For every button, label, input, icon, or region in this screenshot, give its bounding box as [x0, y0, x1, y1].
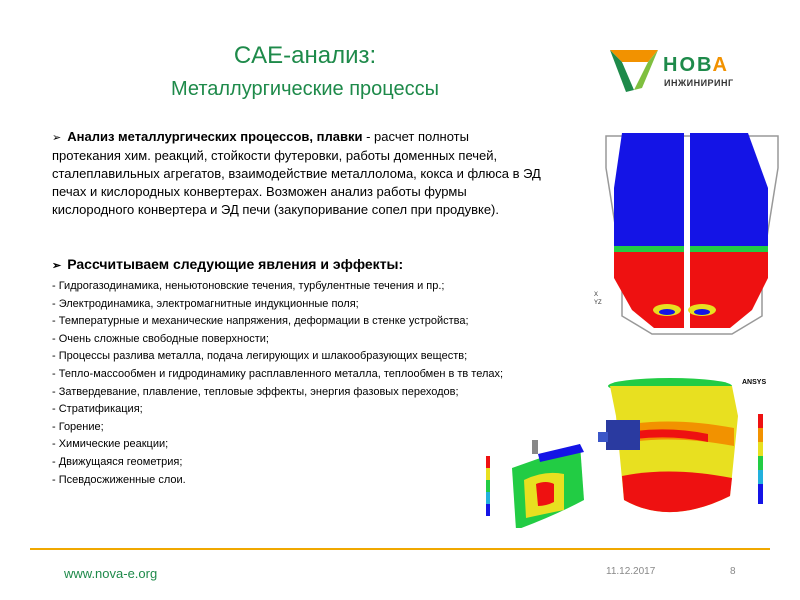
list-item: - Движущаяся геометрия;	[52, 455, 183, 468]
ansys-brand: ANSYS	[742, 379, 767, 386]
footer-website-link[interactable]: www.nova-e.org	[64, 566, 158, 581]
logo-name: НОВА	[663, 54, 729, 76]
footer-date: 11.12.2017	[606, 566, 656, 577]
page-number: 8	[730, 566, 736, 577]
slide-title: CAE-анализ:	[233, 42, 377, 69]
list-item: - Электродинамика, электромагнитные индукционные поля;	[52, 297, 359, 310]
list-item: - Процессы разлива металла, подача легирующих и шлакообразующих веществ;	[52, 350, 468, 363]
arrow-bullet-icon: ➢	[52, 260, 62, 272]
section1-heading: Анализ металлургических процессов, плавки	[67, 129, 363, 144]
logo-mark-icon	[608, 42, 660, 94]
list-item: - Горение;	[52, 420, 104, 433]
list-item: - Гидрогазодинамика, неньютоновские течения, турбулентные течения и пр.;	[52, 280, 445, 292]
furnace-simulation-image	[592, 128, 792, 346]
list-item: - Затвердевание, плавление, тепловые эффекты, энергия фазовых переходов;	[52, 385, 459, 398]
axis-label: Y	[594, 300, 599, 306]
list-item: - Стратификация;	[52, 403, 143, 416]
metallurgy-analysis-paragraph	[52, 128, 592, 219]
list-item: - Псевдосжиженные слои.	[52, 473, 186, 486]
section1-line: сталеплавильных агрегатов, взаимодействие металлолома, кокса и флюса в ЭД	[52, 166, 541, 181]
list-item: - Химические реакции;	[52, 438, 169, 451]
list-item: - Очень сложные свободные поверхности;	[52, 332, 269, 345]
logo-subtitle: ИНЖИНИРИНГ	[664, 78, 734, 88]
axis-label: Z	[598, 300, 602, 306]
list-item: - Тепло-массообмен и гидродинамику расплавленного металла, теплообмен в тв телах;	[52, 367, 504, 380]
wall-stress-simulation-image	[484, 440, 594, 528]
axis-label: X	[594, 292, 599, 298]
footer-divider	[30, 548, 770, 550]
section1-line: кислородного конвертера и ЭД печи (закупоривание сопел при продувке).	[52, 202, 500, 217]
section1-line: печах и кислородных конвертерах. Возможен анализ работы фурмы	[52, 184, 467, 199]
section1-line: - расчет полноты	[362, 129, 469, 144]
ladle-simulation-image	[598, 376, 788, 524]
company-logo	[608, 42, 758, 94]
slide-subtitle: Металлургические процессы	[170, 78, 440, 100]
list-item: - Температурные и механические напряжения, деформации в стенке устройства;	[52, 315, 469, 328]
arrow-bullet-icon: ➢	[52, 132, 62, 144]
phenomena-heading: ➢ Рассчитываем следующие явления и эффекты:	[52, 256, 404, 272]
section1-line: протекания хим. реакций, стойкости футеровки, работы доменных печей,	[52, 148, 498, 163]
